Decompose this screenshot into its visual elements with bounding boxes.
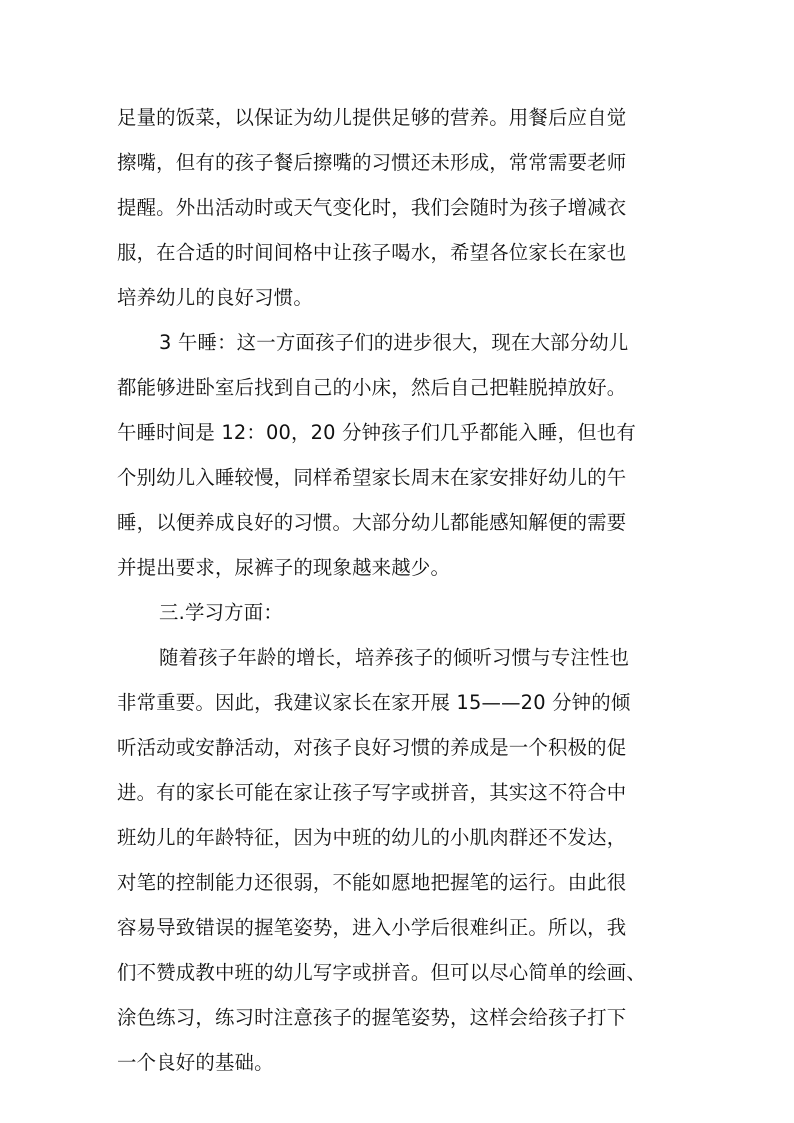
paragraph-first-line: 随着孩子年龄的增长，培养孩子的倾听习惯与专注性也 (159, 646, 630, 669)
text-line: 足量的饭菜，以保证为幼儿提供足够的营养。用餐后应自觉 (117, 106, 627, 129)
text-line: 午睡时间是 12：00，20 分钟孩子们几乎都能入睡，但也有 (117, 421, 636, 444)
text-line: 个别幼儿入睡较慢，同样希望家长周末在家安排好幼儿的午 (117, 466, 627, 489)
text-line: 容易导致错误的握笔姿势，进入小学后很难纠正。所以，我 (117, 916, 627, 939)
text-line: 听活动或安静活动，对孩子良好习惯的养成是一个积极的促 (117, 736, 627, 759)
text-line: 涂色练习，练习时注意孩子的握笔姿势，这样会给孩子打下 (117, 1006, 627, 1029)
text-line: 都能够进卧室后找到自己的小床，然后自己把鞋脱掉放好。 (117, 376, 627, 399)
text-line: 们不赞成教中班的幼儿写字或拼音。但可以尽心简单的绘画、 (117, 961, 646, 984)
text-line: 班幼儿的年龄特征，因为中班的幼儿的小肌肉群还不发达， (117, 826, 627, 849)
text-line: 进。有的家长可能在家让孩子写字或拼音，其实这不符合中 (117, 781, 627, 804)
text-line: 非常重要。因此，我建议家长在家开展 15——20 分钟的倾 (117, 691, 631, 714)
text-line: 提醒。外出活动时或天气变化时，我们会随时为孩子增减衣 (117, 196, 627, 219)
text-line: 睡，以便养成良好的习惯。大部分幼儿都能感知解便的需要 (117, 511, 627, 534)
section-heading: 三.学习方面： (159, 601, 283, 624)
text-line: 培养幼儿的良好习惯。 (117, 286, 313, 309)
paragraph-first-line: 3 午睡：这一方面孩子们的进步很大，现在大部分幼儿 (159, 331, 629, 354)
text-line: 并提出要求，尿裤子的现象越来越少。 (117, 556, 451, 579)
text-line: 擦嘴，但有的孩子餐后擦嘴的习惯还未形成，常常需要老师 (117, 151, 627, 174)
text-line: 一个良好的基础。 (117, 1051, 274, 1074)
text-line: 对笔的控制能力还很弱，不能如愿地把握笔的运行。由此很 (117, 871, 627, 894)
text-line: 服，在合适的时间间格中让孩子喝水，希望各位家长在家也 (117, 241, 627, 264)
